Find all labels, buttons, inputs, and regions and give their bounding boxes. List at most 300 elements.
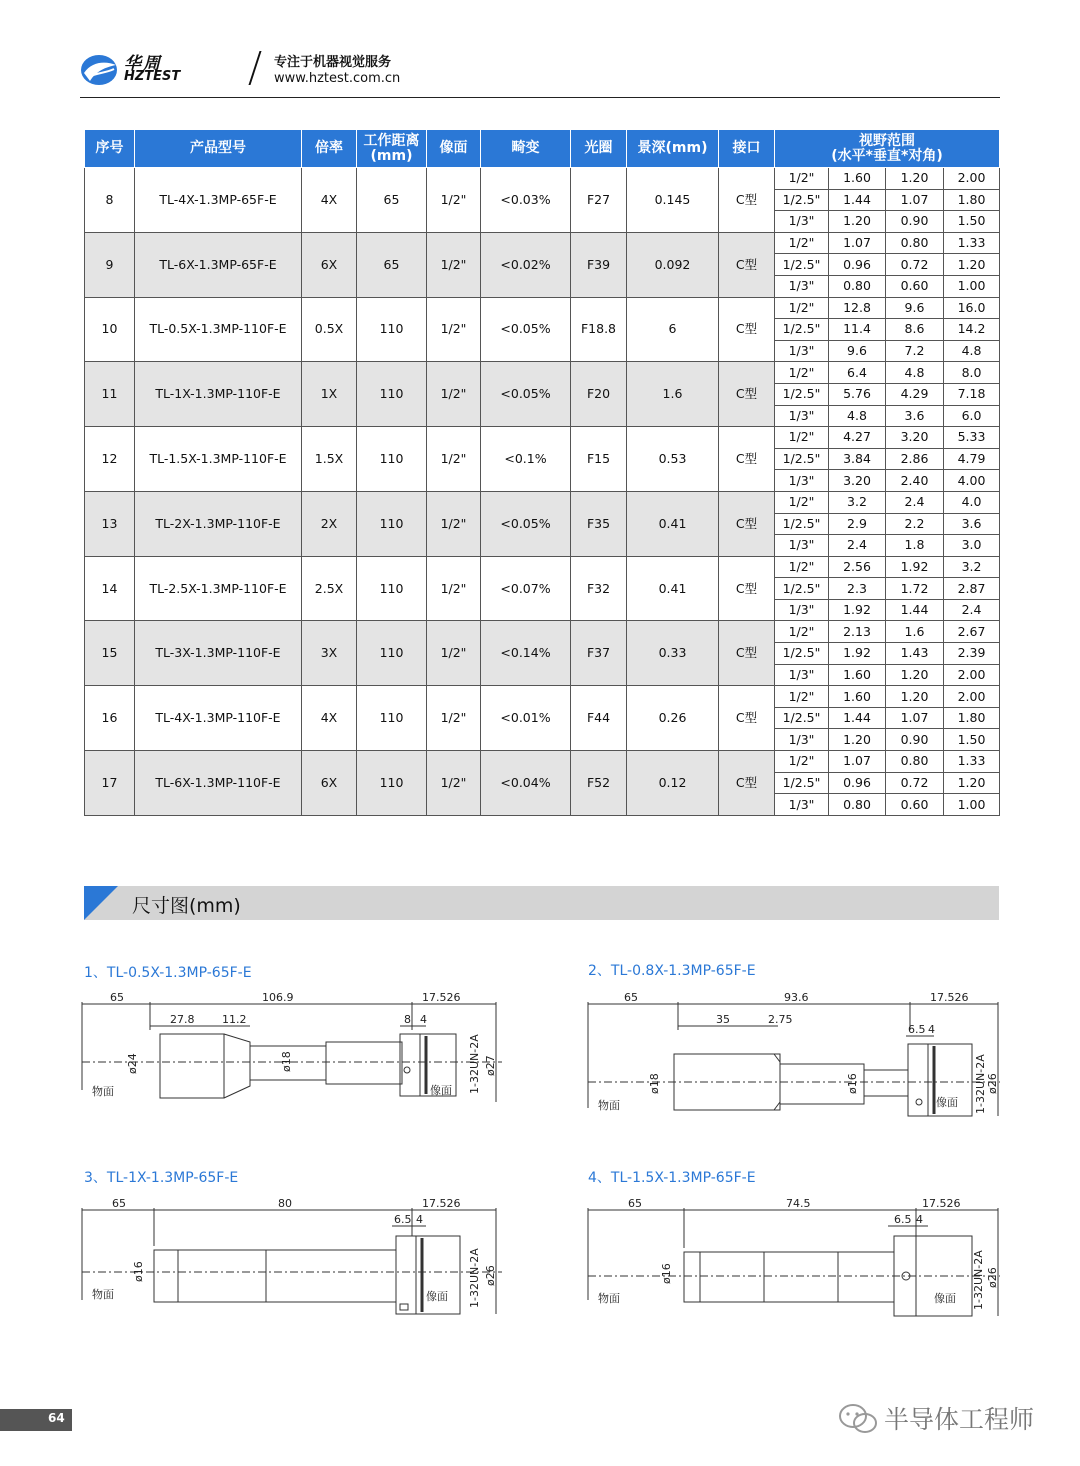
cell-no: 17 bbox=[85, 751, 135, 816]
cell-fov-sensor: 1/3" bbox=[775, 340, 829, 362]
cell-dof: 0.092 bbox=[627, 232, 719, 297]
table-row bbox=[85, 232, 1000, 254]
cell-fov-sensor: 1/2" bbox=[775, 751, 829, 773]
cell-fov-value: 0.80 bbox=[886, 232, 944, 254]
col-header: 序号 bbox=[85, 130, 135, 168]
cell-fov-value: 0.72 bbox=[886, 254, 944, 276]
dia-a: ø16 bbox=[660, 1263, 673, 1284]
cell-fov-value: 3.20 bbox=[886, 427, 944, 449]
dia-c: ø26 bbox=[986, 1267, 999, 1288]
cell-sensor: 1/2" bbox=[427, 621, 481, 686]
cell-fov-value: 4.27 bbox=[829, 427, 886, 449]
dim-3: 6.5 bbox=[394, 1213, 412, 1226]
cell-fov-sensor: 1/2" bbox=[775, 168, 829, 190]
cell-fov-value: 1.72 bbox=[886, 578, 944, 600]
cell-mag: 3X bbox=[302, 621, 357, 686]
cell-fov-value: 1.07 bbox=[886, 707, 944, 729]
page-header bbox=[80, 45, 1000, 101]
drawing-title: 2、TL-0.8X-1.3MP-65F-E bbox=[588, 963, 756, 979]
cell-ap: F39 bbox=[571, 232, 627, 297]
dia-c: ø26 bbox=[484, 1265, 497, 1286]
cell-fov-value: 1.20 bbox=[944, 772, 1000, 794]
dim-3: 6.5 bbox=[908, 1023, 926, 1036]
cell-fov-value: 9.6 bbox=[886, 297, 944, 319]
cell-fov-value: 1.6 bbox=[886, 621, 944, 643]
cell-fov-value: 3.6 bbox=[944, 513, 1000, 535]
cell-fov-value: 0.90 bbox=[886, 211, 944, 233]
cell-fov-value: 1.20 bbox=[944, 254, 1000, 276]
cell-no: 15 bbox=[85, 621, 135, 686]
thread-spec: 1-32UN-2A bbox=[468, 1248, 481, 1308]
cell-fov-value: 2.00 bbox=[944, 664, 1000, 686]
col-header: 工作距离 (mm) bbox=[357, 130, 427, 168]
cell-fov-value: 1.07 bbox=[886, 189, 944, 211]
cell-dist: <0.14% bbox=[481, 621, 571, 686]
cell-dist: <0.05% bbox=[481, 491, 571, 556]
watermark-text: 半导体工程师 bbox=[884, 1405, 1035, 1434]
cell-fov-value: 1.50 bbox=[944, 729, 1000, 751]
dim-4: 4 bbox=[928, 1023, 935, 1036]
cell-fov-value: 4.8 bbox=[944, 340, 1000, 362]
cell-fov-value: 3.20 bbox=[829, 470, 886, 492]
cell-dist: <0.05% bbox=[481, 297, 571, 362]
cell-fov-value: 1.92 bbox=[886, 556, 944, 578]
table-row bbox=[85, 168, 1000, 190]
table-row bbox=[85, 427, 1000, 449]
spec-table bbox=[84, 129, 1000, 816]
cell-fov-sensor: 1/2" bbox=[775, 427, 829, 449]
table-row bbox=[85, 621, 1000, 643]
cell-fov-value: 12.8 bbox=[829, 297, 886, 319]
table-row bbox=[85, 751, 1000, 773]
cell-fov-sensor: 1/3" bbox=[775, 275, 829, 297]
cell-fov-sensor: 1/2" bbox=[775, 621, 829, 643]
cell-dof: 6 bbox=[627, 297, 719, 362]
page-number: 64 bbox=[48, 1411, 65, 1425]
cell-fov-value: 7.2 bbox=[886, 340, 944, 362]
cell-fov-sensor: 1/3" bbox=[775, 599, 829, 621]
cell-mount: C型 bbox=[719, 686, 775, 751]
cell-model: TL-2X-1.3MP-110F-E bbox=[135, 491, 302, 556]
cell-model: TL-1X-1.3MP-110F-E bbox=[135, 362, 302, 427]
cell-fov-sensor: 1/2" bbox=[775, 686, 829, 708]
cell-fov-value: 4.79 bbox=[944, 448, 1000, 470]
dia-c: ø27 bbox=[484, 1055, 497, 1076]
cell-fov-sensor: 1/3" bbox=[775, 535, 829, 557]
thread-spec: 1-32UN-2A bbox=[468, 1034, 481, 1094]
cell-fov-value: 3.2 bbox=[944, 556, 1000, 578]
cell-fov-value: 2.86 bbox=[886, 448, 944, 470]
cell-fov-value: 16.0 bbox=[944, 297, 1000, 319]
cell-dof: 0.12 bbox=[627, 751, 719, 816]
image-plane-label: 像面 bbox=[936, 1096, 958, 1109]
table-row bbox=[85, 491, 1000, 513]
table-header-row bbox=[85, 130, 1000, 168]
cell-fov-value: 0.80 bbox=[829, 275, 886, 297]
cell-fov-value: 7.18 bbox=[944, 383, 1000, 405]
cell-dof: 0.41 bbox=[627, 556, 719, 621]
object-plane-label: 物面 bbox=[92, 1085, 114, 1098]
drawing-title: 4、TL-1.5X-1.3MP-65F-E bbox=[588, 1170, 756, 1186]
cell-fov-sensor: 1/2" bbox=[775, 491, 829, 513]
cell-fov-value: 8.0 bbox=[944, 362, 1000, 384]
dia-a: ø18 bbox=[648, 1073, 661, 1094]
cell-fov-sensor: 1/3" bbox=[775, 794, 829, 816]
cell-no: 14 bbox=[85, 556, 135, 621]
cell-fov-value: 2.9 bbox=[829, 513, 886, 535]
cell-fov-value: 1.00 bbox=[944, 794, 1000, 816]
cell-fov-sensor: 1/2.5" bbox=[775, 772, 829, 794]
cell-fov-value: 1.20 bbox=[886, 686, 944, 708]
cell-fov-value: 2.4 bbox=[829, 535, 886, 557]
col-header: 景深(mm) bbox=[627, 130, 719, 168]
dim-length: 106.9 bbox=[262, 991, 294, 1004]
cell-fov-value: 2.00 bbox=[944, 686, 1000, 708]
cell-fov-value: 1.20 bbox=[886, 168, 944, 190]
cell-mag: 4X bbox=[302, 168, 357, 233]
cell-dof: 0.26 bbox=[627, 686, 719, 751]
dim-2: 2.75 bbox=[768, 1013, 793, 1026]
cell-fov-sensor: 1/2.5" bbox=[775, 448, 829, 470]
image-plane-label: 像面 bbox=[426, 1290, 448, 1303]
cell-sensor: 1/2" bbox=[427, 491, 481, 556]
cell-mount: C型 bbox=[719, 751, 775, 816]
cell-fov-sensor: 1/3" bbox=[775, 405, 829, 427]
dim-working-distance: 65 bbox=[110, 991, 124, 1004]
cell-fov-value: 4.00 bbox=[944, 470, 1000, 492]
cell-dist: <0.07% bbox=[481, 556, 571, 621]
cell-wd: 110 bbox=[357, 621, 427, 686]
dimension-drawing-3 bbox=[82, 1196, 512, 1321]
cell-mount: C型 bbox=[719, 427, 775, 492]
cell-fov-value: 9.6 bbox=[829, 340, 886, 362]
cell-wd: 110 bbox=[357, 427, 427, 492]
cell-fov-value: 4.8 bbox=[829, 405, 886, 427]
dim-flange: 17.526 bbox=[422, 991, 461, 1004]
cell-ap: F27 bbox=[571, 168, 627, 233]
col-header: 产品型号 bbox=[135, 130, 302, 168]
cell-fov-value: 0.72 bbox=[886, 772, 944, 794]
cell-mag: 2X bbox=[302, 491, 357, 556]
cell-dist: <0.02% bbox=[481, 232, 571, 297]
col-header: 视野范围 (水平*垂直*对角) bbox=[775, 130, 1000, 168]
cell-no: 10 bbox=[85, 297, 135, 362]
cell-no: 13 bbox=[85, 491, 135, 556]
cell-fov-value: 2.13 bbox=[829, 621, 886, 643]
cell-fov-value: 4.29 bbox=[886, 383, 944, 405]
cell-fov-sensor: 1/2" bbox=[775, 232, 829, 254]
table-row bbox=[85, 362, 1000, 384]
cell-no: 9 bbox=[85, 232, 135, 297]
cell-ap: F44 bbox=[571, 686, 627, 751]
cell-fov-value: 1.8 bbox=[886, 535, 944, 557]
cell-mount: C型 bbox=[719, 621, 775, 686]
cell-mag: 6X bbox=[302, 751, 357, 816]
cell-fov-value: 0.60 bbox=[886, 794, 944, 816]
cell-fov-value: 4.0 bbox=[944, 491, 1000, 513]
cell-fov-value: 1.33 bbox=[944, 232, 1000, 254]
cell-model: TL-3X-1.3MP-110F-E bbox=[135, 621, 302, 686]
cell-fov-sensor: 1/2" bbox=[775, 556, 829, 578]
cell-fov-value: 1.60 bbox=[829, 168, 886, 190]
cell-dist: <0.05% bbox=[481, 362, 571, 427]
cell-fov-value: 2.4 bbox=[886, 491, 944, 513]
dim-working-distance: 65 bbox=[628, 1197, 642, 1210]
brand-name-en: HZTEST bbox=[124, 69, 181, 84]
cell-ap: F20 bbox=[571, 362, 627, 427]
dimension-drawing-1 bbox=[82, 990, 512, 1115]
col-header: 光圈 bbox=[571, 130, 627, 168]
cell-dist: <0.03% bbox=[481, 168, 571, 233]
cell-fov-value: 8.6 bbox=[886, 319, 944, 341]
cell-fov-value: 6.4 bbox=[829, 362, 886, 384]
cell-fov-value: 1.44 bbox=[829, 707, 886, 729]
cell-model: TL-6X-1.3MP-110F-E bbox=[135, 751, 302, 816]
cell-fov-value: 1.07 bbox=[829, 751, 886, 773]
cell-fov-value: 0.96 bbox=[829, 772, 886, 794]
dim-1: 27.8 bbox=[170, 1013, 195, 1026]
cell-wd: 110 bbox=[357, 297, 427, 362]
brand-name-cn: 华周 bbox=[124, 54, 162, 74]
cell-model: TL-4X-1.3MP-110F-E bbox=[135, 686, 302, 751]
col-header: 畸变 bbox=[481, 130, 571, 168]
dim-3: 8 bbox=[404, 1013, 411, 1026]
cell-mount: C型 bbox=[719, 556, 775, 621]
cell-fov-sensor: 1/2.5" bbox=[775, 254, 829, 276]
cell-fov-value: 1.80 bbox=[944, 707, 1000, 729]
cell-dof: 1.6 bbox=[627, 362, 719, 427]
cell-mag: 4X bbox=[302, 686, 357, 751]
table-row bbox=[85, 556, 1000, 578]
cell-fov-value: 1.80 bbox=[944, 189, 1000, 211]
cell-mount: C型 bbox=[719, 168, 775, 233]
object-plane-label: 物面 bbox=[598, 1292, 620, 1305]
cell-mag: 0.5X bbox=[302, 297, 357, 362]
cell-sensor: 1/2" bbox=[427, 168, 481, 233]
cell-wd: 65 bbox=[357, 168, 427, 233]
cell-fov-value: 1.44 bbox=[886, 599, 944, 621]
cell-dist: <0.1% bbox=[481, 427, 571, 492]
cell-fov-sensor: 1/3" bbox=[775, 729, 829, 751]
dia-c: ø26 bbox=[986, 1073, 999, 1094]
cell-fov-value: 1.60 bbox=[829, 664, 886, 686]
dim-working-distance: 65 bbox=[624, 991, 638, 1004]
cell-fov-sensor: 1/2.5" bbox=[775, 578, 829, 600]
cell-fov-sensor: 1/2.5" bbox=[775, 319, 829, 341]
dia-a: ø24 bbox=[126, 1053, 139, 1074]
cell-fov-value: 3.6 bbox=[886, 405, 944, 427]
cell-mag: 2.5X bbox=[302, 556, 357, 621]
cell-fov-value: 3.0 bbox=[944, 535, 1000, 557]
dia-b: ø18 bbox=[280, 1051, 293, 1072]
cell-ap: F15 bbox=[571, 427, 627, 492]
cell-fov-value: 1.44 bbox=[829, 189, 886, 211]
table-row bbox=[85, 686, 1000, 708]
section-title: 尺寸图(mm) bbox=[132, 895, 241, 917]
cell-wd: 110 bbox=[357, 686, 427, 751]
cell-fov-value: 2.40 bbox=[886, 470, 944, 492]
cell-fov-value: 0.96 bbox=[829, 254, 886, 276]
cell-fov-value: 1.20 bbox=[886, 664, 944, 686]
cell-fov-value: 1.33 bbox=[944, 751, 1000, 773]
cell-wd: 110 bbox=[357, 491, 427, 556]
col-header: 像面 bbox=[427, 130, 481, 168]
cell-ap: F35 bbox=[571, 491, 627, 556]
cell-mount: C型 bbox=[719, 362, 775, 427]
dim-3: 6.5 bbox=[894, 1213, 912, 1226]
dim-2: 11.2 bbox=[222, 1013, 247, 1026]
cell-fov-value: 1.60 bbox=[829, 686, 886, 708]
cell-fov-value: 14.2 bbox=[944, 319, 1000, 341]
cell-fov-value: 1.20 bbox=[829, 211, 886, 233]
object-plane-label: 物面 bbox=[92, 1288, 114, 1301]
cell-dof: 0.145 bbox=[627, 168, 719, 233]
drawing-title: 1、TL-0.5X-1.3MP-65F-E bbox=[84, 965, 252, 981]
dia-b: ø16 bbox=[846, 1073, 859, 1094]
cell-wd: 110 bbox=[357, 362, 427, 427]
cell-fov-value: 1.43 bbox=[886, 643, 944, 665]
tagline: 专注于机器视觉服务 bbox=[274, 55, 392, 70]
cell-sensor: 1/2" bbox=[427, 297, 481, 362]
wechat-icon bbox=[838, 1402, 878, 1436]
dim-length: 93.6 bbox=[784, 991, 809, 1004]
cell-fov-value: 4.8 bbox=[886, 362, 944, 384]
cell-dof: 0.53 bbox=[627, 427, 719, 492]
thread-spec: 1-32UN-2A bbox=[974, 1054, 987, 1114]
cell-fov-sensor: 1/2.5" bbox=[775, 189, 829, 211]
dim-length: 80 bbox=[278, 1197, 292, 1210]
cell-fov-value: 2.3 bbox=[829, 578, 886, 600]
thread-spec: 1-32UN-2A bbox=[972, 1250, 985, 1310]
cell-fov-value: 2.56 bbox=[829, 556, 886, 578]
cell-mag: 1.5X bbox=[302, 427, 357, 492]
cell-no: 11 bbox=[85, 362, 135, 427]
cell-wd: 110 bbox=[357, 751, 427, 816]
cell-mount: C型 bbox=[719, 232, 775, 297]
cell-fov-sensor: 1/3" bbox=[775, 211, 829, 233]
cell-fov-value: 1.20 bbox=[829, 729, 886, 751]
cell-mount: C型 bbox=[719, 297, 775, 362]
cell-fov-value: 1.50 bbox=[944, 211, 1000, 233]
dim-4: 4 bbox=[420, 1013, 427, 1026]
cell-wd: 65 bbox=[357, 232, 427, 297]
cell-fov-sensor: 1/2.5" bbox=[775, 707, 829, 729]
cell-mount: C型 bbox=[719, 491, 775, 556]
cell-no: 8 bbox=[85, 168, 135, 233]
col-header: 接口 bbox=[719, 130, 775, 168]
cell-fov-sensor: 1/2.5" bbox=[775, 643, 829, 665]
dim-flange: 17.526 bbox=[922, 1197, 961, 1210]
header-divider bbox=[248, 51, 261, 85]
dim-flange: 17.526 bbox=[422, 1197, 461, 1210]
cell-fov-value: 1.92 bbox=[829, 599, 886, 621]
dia-a: ø16 bbox=[132, 1261, 145, 1282]
cell-fov-value: 0.90 bbox=[886, 729, 944, 751]
cell-fov-value: 5.76 bbox=[829, 383, 886, 405]
dimension-drawing-4 bbox=[588, 1196, 1008, 1321]
cell-fov-value: 2.67 bbox=[944, 621, 1000, 643]
hztest-logo-icon bbox=[80, 53, 118, 87]
table-row bbox=[85, 297, 1000, 319]
cell-fov-value: 11.4 bbox=[829, 319, 886, 341]
cell-no: 12 bbox=[85, 427, 135, 492]
cell-fov-sensor: 1/2.5" bbox=[775, 513, 829, 535]
cell-sensor: 1/2" bbox=[427, 362, 481, 427]
cell-dof: 0.41 bbox=[627, 491, 719, 556]
cell-fov-value: 0.80 bbox=[829, 794, 886, 816]
cell-fov-value: 5.33 bbox=[944, 427, 1000, 449]
cell-ap: F32 bbox=[571, 556, 627, 621]
cell-fov-value: 6.0 bbox=[944, 405, 1000, 427]
cell-fov-value: 2.4 bbox=[944, 599, 1000, 621]
dim-1: 35 bbox=[716, 1013, 730, 1026]
cell-fov-value: 2.87 bbox=[944, 578, 1000, 600]
dim-4: 4 bbox=[416, 1213, 423, 1226]
cell-model: TL-2.5X-1.3MP-110F-E bbox=[135, 556, 302, 621]
cell-sensor: 1/2" bbox=[427, 686, 481, 751]
table-body bbox=[85, 168, 1000, 816]
cell-sensor: 1/2" bbox=[427, 232, 481, 297]
cell-fov-sensor: 1/2.5" bbox=[775, 383, 829, 405]
cell-model: TL-1.5X-1.3MP-110F-E bbox=[135, 427, 302, 492]
cell-model: TL-6X-1.3MP-65F-E bbox=[135, 232, 302, 297]
section-bar bbox=[84, 886, 999, 920]
cell-dist: <0.01% bbox=[481, 686, 571, 751]
cell-dof: 0.33 bbox=[627, 621, 719, 686]
cell-fov-value: 2.00 bbox=[944, 168, 1000, 190]
cell-fov-sensor: 1/2" bbox=[775, 362, 829, 384]
cell-sensor: 1/2" bbox=[427, 427, 481, 492]
object-plane-label: 物面 bbox=[598, 1099, 620, 1112]
cell-fov-value: 1.07 bbox=[829, 232, 886, 254]
cell-fov-value: 0.60 bbox=[886, 275, 944, 297]
cell-model: TL-4X-1.3MP-65F-E bbox=[135, 168, 302, 233]
cell-mag: 1X bbox=[302, 362, 357, 427]
cell-fov-sensor: 1/2" bbox=[775, 297, 829, 319]
dim-flange: 17.526 bbox=[930, 991, 969, 1004]
cell-fov-value: 1.92 bbox=[829, 643, 886, 665]
cell-mag: 6X bbox=[302, 232, 357, 297]
cell-fov-value: 2.2 bbox=[886, 513, 944, 535]
cell-sensor: 1/2" bbox=[427, 751, 481, 816]
cell-fov-value: 1.00 bbox=[944, 275, 1000, 297]
cell-model: TL-0.5X-1.3MP-110F-E bbox=[135, 297, 302, 362]
cell-fov-value: 3.84 bbox=[829, 448, 886, 470]
section-accent bbox=[84, 886, 118, 920]
cell-no: 16 bbox=[85, 686, 135, 751]
dim-working-distance: 65 bbox=[112, 1197, 126, 1210]
header-rule bbox=[80, 97, 1000, 98]
cell-ap: F37 bbox=[571, 621, 627, 686]
image-plane-label: 像面 bbox=[430, 1084, 452, 1097]
dimension-drawing-2 bbox=[588, 990, 1008, 1120]
cell-fov-sensor: 1/3" bbox=[775, 664, 829, 686]
website-link[interactable]: www.hztest.com.cn bbox=[274, 71, 401, 86]
dim-length: 74.5 bbox=[786, 1197, 811, 1210]
cell-ap: F52 bbox=[571, 751, 627, 816]
cell-fov-value: 0.80 bbox=[886, 751, 944, 773]
cell-sensor: 1/2" bbox=[427, 556, 481, 621]
cell-fov-value: 3.2 bbox=[829, 491, 886, 513]
cell-fov-sensor: 1/3" bbox=[775, 470, 829, 492]
dim-4: 4 bbox=[916, 1213, 923, 1226]
cell-dist: <0.04% bbox=[481, 751, 571, 816]
image-plane-label: 像面 bbox=[934, 1292, 956, 1305]
col-header: 倍率 bbox=[302, 130, 357, 168]
cell-wd: 110 bbox=[357, 556, 427, 621]
drawing-title: 3、TL-1X-1.3MP-65F-E bbox=[84, 1170, 239, 1186]
cell-ap: F18.8 bbox=[571, 297, 627, 362]
